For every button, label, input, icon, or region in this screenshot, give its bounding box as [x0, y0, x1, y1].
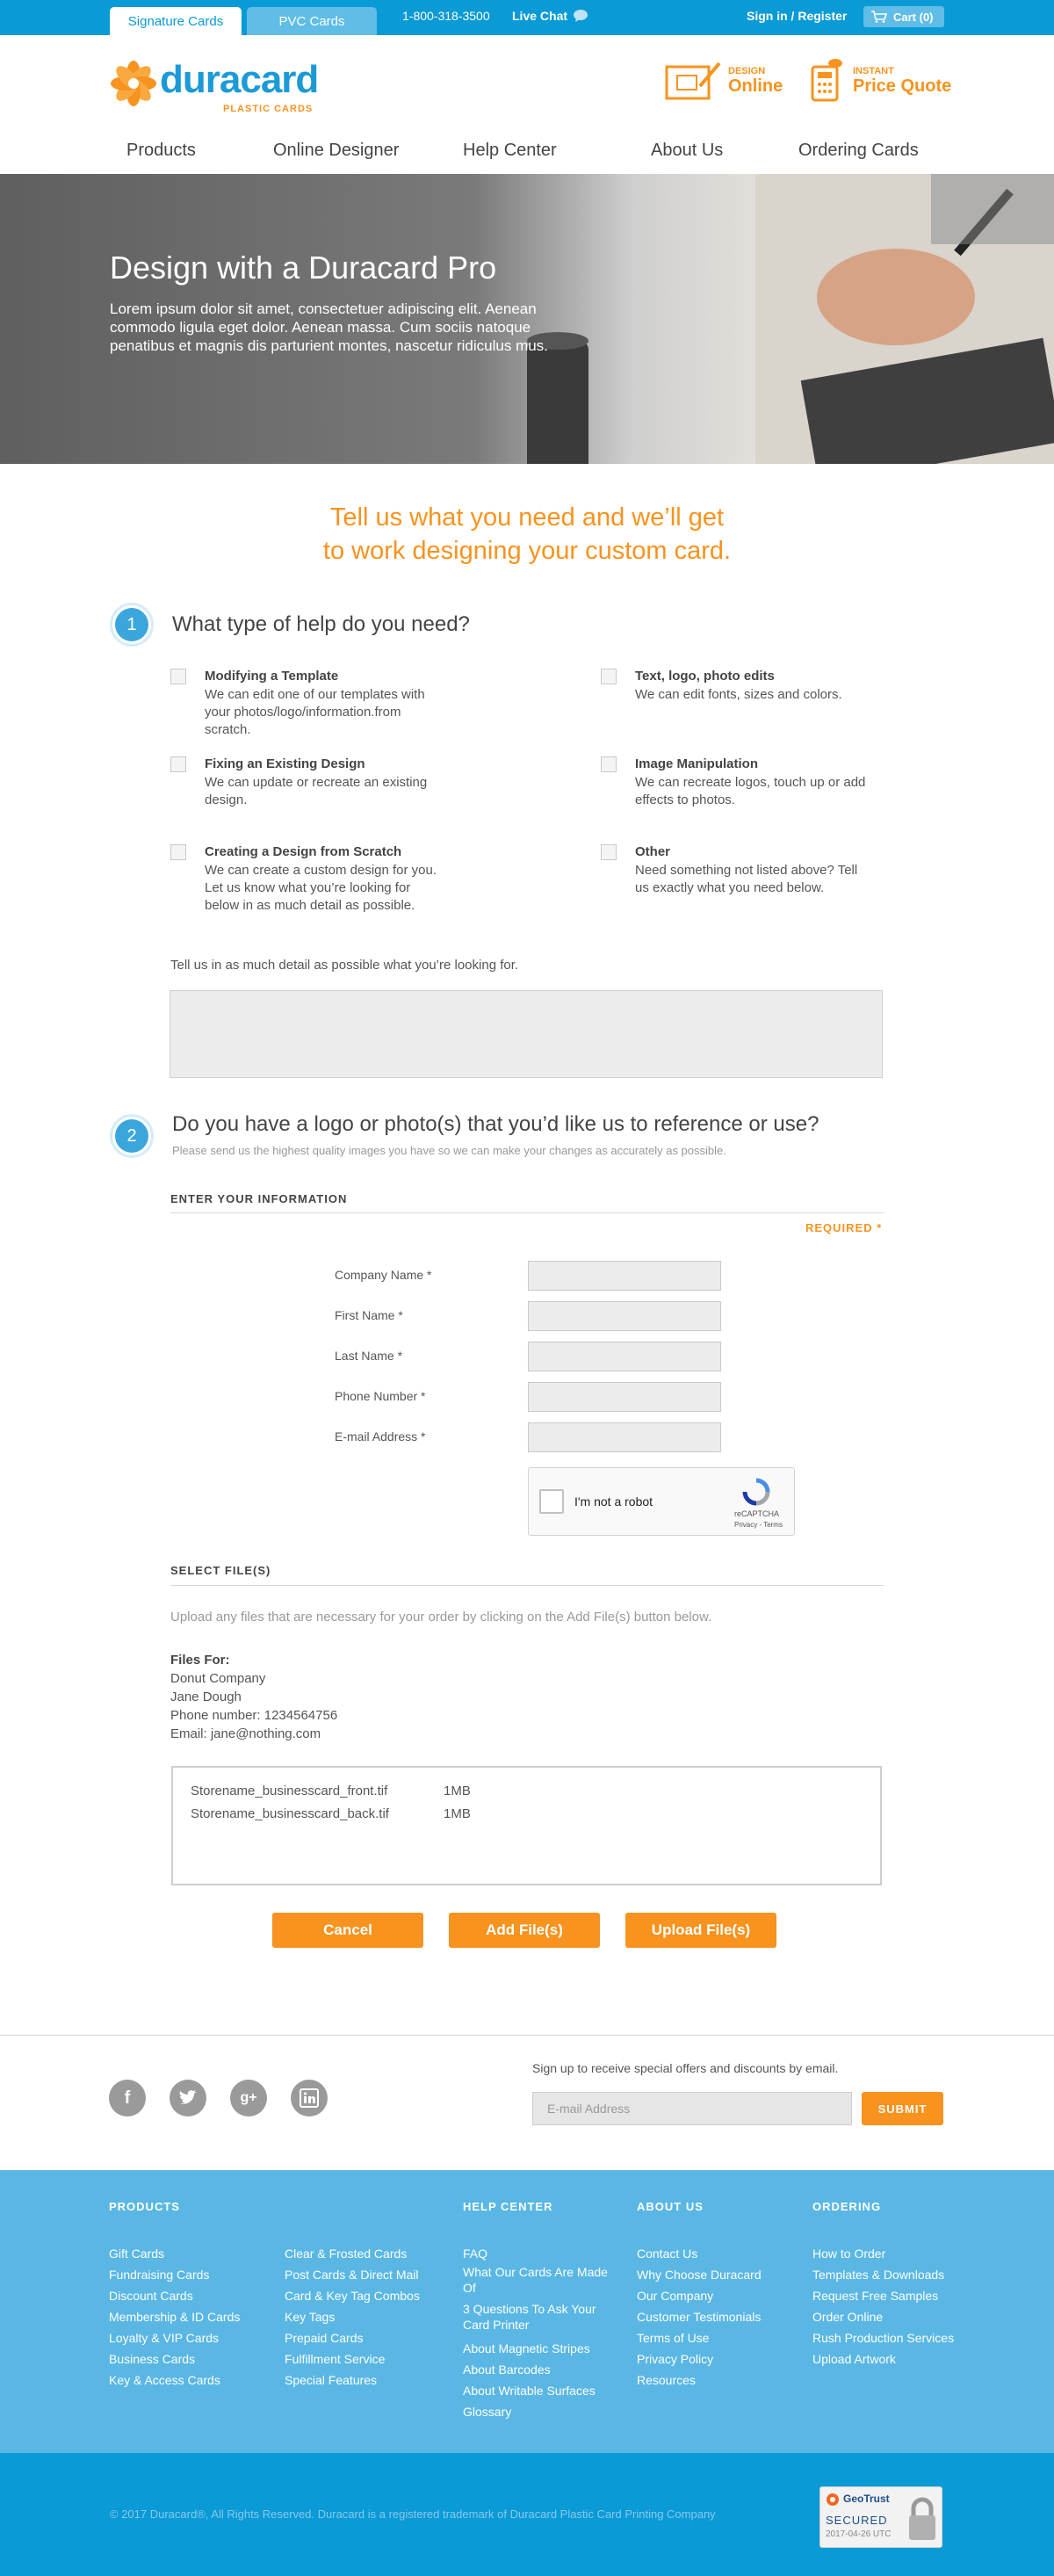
hero-banner — [0, 174, 1054, 464]
tagline-line-2: to work designing your custom card. — [322, 537, 732, 565]
footer-link[interactable]: Fulfillment Service — [285, 2352, 386, 2366]
last-name-label: Last Name * — [335, 1349, 403, 1363]
design-online-small: DESIGN — [728, 65, 766, 76]
email-address-field[interactable] — [528, 1422, 721, 1452]
file-name: Storename_businesscard_back.tif — [191, 1806, 389, 1821]
footer-link[interactable]: Prepaid Cards — [285, 2331, 364, 2345]
option-desc-line: We can edit fonts, sizes and colors. — [635, 687, 842, 702]
checkbox-fixing-existing-design[interactable] — [170, 756, 186, 772]
option-title: Creating a Design from Scratch — [205, 844, 402, 859]
files-email: Email: jane@nothing.com — [170, 1726, 321, 1741]
option-title: Image Manipulation — [635, 756, 759, 771]
footer-link[interactable]: Upload Artwork — [812, 2352, 896, 2366]
price-quote-big: Price Quote — [853, 76, 952, 96]
company-name-field[interactable] — [528, 1261, 721, 1291]
nav-help-center[interactable]: Help Center — [463, 141, 557, 160]
footer-link[interactable]: Post Cards & Direct Mail — [285, 2268, 419, 2282]
footer-link[interactable]: Request Free Samples — [812, 2289, 939, 2303]
logo-wordmark[interactable]: duracard — [160, 58, 319, 101]
footer-link[interactable]: Resources — [637, 2373, 696, 2387]
phone-number-field[interactable] — [528, 1382, 721, 1412]
checkbox-text-logo-photo-edits[interactable] — [601, 669, 617, 684]
footer-link[interactable]: Card & Key Tag Combos — [285, 2289, 420, 2303]
tab-signature-cards[interactable]: Signature Cards — [110, 7, 242, 35]
step-2-subtitle: Please send us the highest quality images you have so we can make your changes as accurately as possible. — [172, 1144, 726, 1157]
hand-drawing-image — [755, 174, 1054, 464]
footer-link[interactable]: Loyalty & VIP Cards — [109, 2331, 220, 2345]
option-desc-line: We can recreate logos, touch up or add — [635, 775, 866, 790]
step-2-title: Do you have a logo or photo(s) that you’d like us to reference or use? — [172, 1112, 819, 1136]
footer-link[interactable]: Terms of Use — [637, 2331, 710, 2345]
email-address-label: E-mail Address * — [335, 1429, 426, 1444]
hero-title: Design with a Duracard Pro — [110, 250, 497, 286]
footer-about-heading: ABOUT US — [637, 2200, 704, 2213]
file-size: 1MB — [444, 1784, 471, 1798]
step-2-number: 2 — [115, 1119, 148, 1153]
footer-link[interactable]: About Magnetic Stripes — [463, 2341, 590, 2355]
bottom-bar — [0, 2453, 1054, 2576]
footer-about-col — [637, 2243, 762, 2391]
files-for-block — [170, 1651, 337, 1743]
footer-link[interactable]: Special Features — [285, 2373, 378, 2387]
first-name-field[interactable] — [528, 1301, 721, 1331]
facebook-icon[interactable]: f — [109, 2080, 146, 2117]
footer-link[interactable]: Business Cards — [109, 2352, 196, 2366]
signup-email-input[interactable]: E-mail Address — [532, 2092, 852, 2125]
detail-prompt: Tell us in as much detail as possible what you’re looking for. — [170, 958, 519, 973]
recaptcha-checkbox[interactable] — [539, 1489, 564, 1514]
company-name-label: Company Name * — [335, 1268, 432, 1282]
option-desc — [635, 774, 865, 809]
divider — [170, 1585, 884, 1586]
hero-body: Lorem ipsum dolor sit amet, consectetuer adipiscing elit. Aenean commodo ligula eget dolor. Aenean massa. Cum sociis natoque penatibus et magnis dis parturient montes, nascetur ridiculus mus. — [110, 300, 548, 354]
files-phone: Phone number: 1234564756 — [170, 1708, 338, 1723]
first-name-label: First Name * — [335, 1308, 403, 1322]
checkbox-other[interactable] — [601, 844, 617, 860]
required-note: REQUIRED * — [805, 1221, 883, 1234]
linkedin-icon[interactable] — [291, 2080, 328, 2117]
footer-link[interactable]: Contact Us — [637, 2247, 698, 2261]
files-heading: SELECT FILE(S) — [170, 1564, 271, 1577]
footer-link[interactable]: 3 Questions To Ask Your Card Printer — [463, 2302, 596, 2332]
recaptcha-label: I'm not a robot — [574, 1494, 653, 1509]
secured-label: SECURED — [826, 2514, 888, 2527]
footer-help-col — [463, 2243, 621, 2422]
footer-help-heading: HELP CENTER — [463, 2200, 553, 2213]
footer-link[interactable]: Fundraising Cards — [109, 2268, 210, 2282]
price-quote-small: INSTANT — [853, 65, 894, 76]
design-online-link[interactable] — [665, 58, 783, 104]
option-desc-line: below in as much detail as possible. — [205, 898, 415, 913]
geotrust-logo-icon — [826, 2493, 840, 2507]
copyright: © 2017 Duracard®, All Rights Reserved. Duracard is a registered trademark of Duracard Plastic Card Printing Company — [110, 2507, 716, 2521]
divider — [170, 1212, 884, 1213]
recaptcha-brand: reCAPTCHA — [734, 1509, 780, 1518]
file-name: Storename_businesscard_front.tif — [191, 1784, 388, 1798]
footer-link[interactable]: Gift Cards — [109, 2247, 165, 2261]
files-for-label: Files For: — [170, 1653, 230, 1668]
logo-mark-icon[interactable] — [108, 58, 159, 113]
option-desc-line: design. — [205, 792, 248, 807]
footer-link[interactable]: Discount Cards — [109, 2289, 193, 2303]
footer-link[interactable]: How to Order — [812, 2247, 886, 2261]
recaptcha-logo-icon — [741, 1477, 771, 1507]
calculator-icon — [809, 58, 844, 104]
step-1-number: 1 — [115, 608, 148, 641]
step-1-badge — [110, 603, 154, 647]
files-company: Donut Company — [170, 1671, 266, 1686]
footer-link[interactable]: Our Company — [637, 2289, 714, 2303]
option-desc-line: Need something not listed above? Tell — [635, 863, 858, 878]
footer-link[interactable]: About Barcodes — [463, 2363, 551, 2377]
option-desc-line: We can update or recreate an existing — [205, 775, 428, 790]
nav-online-designer[interactable]: Online Designer — [273, 141, 400, 160]
step-2-badge — [110, 1114, 154, 1158]
cart-icon — [870, 11, 888, 23]
option-title: Modifying a Template — [205, 669, 339, 684]
cart-button[interactable] — [863, 6, 944, 27]
upload-files-button[interactable]: Upload File(s) — [625, 1913, 776, 1948]
geotrust-name: GeoTrust — [843, 2493, 890, 2505]
footer-products-col1 — [109, 2243, 240, 2391]
option-desc — [635, 686, 842, 704]
footer-ordering-col — [812, 2243, 954, 2370]
footer — [0, 2170, 1054, 2453]
option-title: Other — [635, 844, 671, 859]
option-desc-line: your photos/logo/information.from — [205, 705, 401, 720]
signup-label: Sign up to receive special offers and discounts by email. — [532, 2061, 839, 2075]
geotrust-seal[interactable] — [819, 2486, 942, 2548]
files-name: Jane Dough — [170, 1690, 242, 1704]
info-heading: ENTER YOUR INFORMATION — [170, 1192, 348, 1205]
price-quote-link[interactable] — [809, 58, 951, 104]
last-name-field[interactable] — [528, 1342, 721, 1371]
footer-link[interactable]: Why Choose Duracard — [637, 2268, 762, 2282]
footer-link[interactable]: Clear & Frosted Cards — [285, 2247, 408, 2261]
design-online-icon — [665, 58, 721, 104]
live-chat-link[interactable] — [512, 9, 590, 23]
padlock-icon — [906, 2496, 938, 2542]
footer-link[interactable]: Membership & ID Cards — [109, 2310, 241, 2324]
phone-number-label: Phone Number * — [335, 1389, 426, 1403]
live-chat-label: Live Chat — [512, 9, 568, 23]
footer-link[interactable]: Key & Access Cards — [109, 2373, 220, 2387]
footer-link[interactable]: Rush Production Services — [812, 2331, 955, 2345]
option-desc-line: Let us know what you’re looking for — [205, 880, 411, 895]
step-1-title: What type of help do you need? — [172, 612, 470, 636]
tagline-line-1: Tell us what you need and we’ll get — [329, 503, 725, 532]
chat-bubble-icon — [573, 9, 590, 23]
checkbox-modifying-template[interactable] — [170, 669, 186, 684]
top-bar — [0, 0, 1054, 35]
cart-label: Cart (0) — [893, 10, 934, 24]
sign-in-register-link[interactable]: Sign in / Register — [747, 9, 848, 23]
twitter-icon[interactable] — [170, 2080, 206, 2117]
google-plus-icon[interactable]: g+ — [230, 2080, 267, 2117]
files-instructions: Upload any files that are necessary for your order by clicking on the Add File(s) button below. — [170, 1610, 712, 1624]
footer-link[interactable]: Order Online — [812, 2310, 884, 2324]
add-files-button[interactable]: Add File(s) — [449, 1913, 600, 1948]
footer-products-heading: PRODUCTS — [109, 2200, 180, 2213]
divider — [0, 2035, 1054, 2036]
footer-link[interactable]: About Writable Surfaces — [463, 2384, 596, 2398]
footer-link[interactable]: Customer Testimonials — [637, 2310, 762, 2324]
logo-subtitle: PLASTIC CARDS — [223, 104, 314, 114]
recaptcha-widget — [528, 1467, 795, 1536]
files-list — [171, 1766, 882, 1885]
detail-textarea[interactable] — [170, 990, 883, 1078]
footer-link[interactable]: Templates & Downloads — [812, 2268, 945, 2282]
option-desc — [205, 862, 437, 915]
option-title: Text, logo, photo edits — [635, 669, 775, 684]
option-desc-line: We can edit one of our templates with — [205, 687, 425, 702]
checkbox-image-manipulation[interactable] — [601, 756, 617, 772]
option-title: Fixing an Existing Design — [205, 756, 365, 771]
nav-products[interactable]: Products — [126, 141, 196, 160]
tab-pvc-cards[interactable]: PVC Cards — [247, 7, 377, 35]
recaptcha-links[interactable]: Privacy - Terms — [734, 1521, 783, 1529]
design-online-big: Online — [728, 76, 783, 96]
option-desc — [205, 774, 427, 809]
footer-link[interactable]: Key Tags — [285, 2310, 336, 2324]
checkbox-design-from-scratch[interactable] — [170, 844, 186, 860]
footer-link[interactable]: Glossary — [463, 2405, 512, 2419]
option-desc-line: scratch. — [205, 722, 251, 737]
footer-products-col2 — [285, 2243, 420, 2391]
footer-ordering-heading: ORDERING — [812, 2200, 882, 2213]
footer-link[interactable]: FAQ — [463, 2247, 488, 2261]
file-size: 1MB — [444, 1806, 471, 1821]
nav-ordering-cards[interactable]: Ordering Cards — [798, 141, 919, 160]
nav-about-us[interactable]: About Us — [651, 141, 724, 160]
option-desc-line: We can create a custom design for you. — [205, 863, 437, 878]
tagline — [0, 501, 1054, 568]
footer-link[interactable]: What Our Cards Are Made Of — [463, 2265, 608, 2295]
cancel-button[interactable]: Cancel — [272, 1913, 423, 1948]
signup-submit-button[interactable]: SUBMIT — [862, 2092, 943, 2125]
secured-date: 2017-04-26 UTC — [826, 2529, 892, 2539]
footer-link[interactable]: Privacy Policy — [637, 2352, 714, 2366]
option-desc — [205, 686, 425, 739]
phone-number[interactable]: 1-800-318-3500 — [402, 9, 490, 23]
option-desc — [635, 862, 857, 897]
option-desc-line: effects to photos. — [635, 792, 735, 807]
option-desc-line: us exactly what you need below. — [635, 880, 825, 895]
